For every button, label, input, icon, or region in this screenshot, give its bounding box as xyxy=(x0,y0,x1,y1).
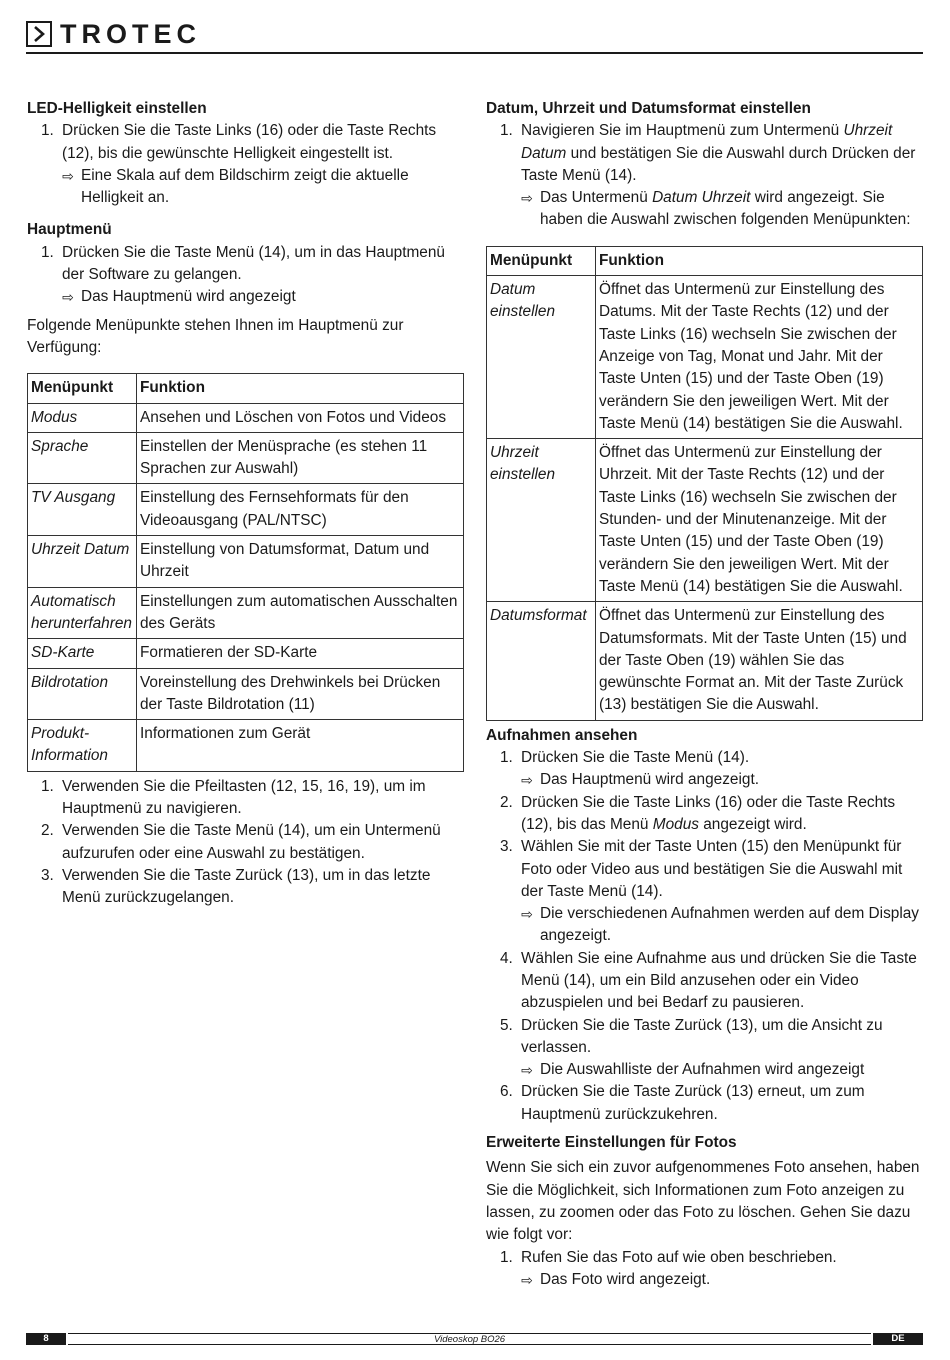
list-item: 2. Drücken Sie die Taste Links (16) oder die Taste Rechts (12), bis das Menü Modus angezeigt wird. xyxy=(500,793,896,833)
led-heading: LED-Helligkeit einstellen xyxy=(27,100,207,117)
trotec-logo xyxy=(26,20,201,48)
arrow-right-icon: ⇨ xyxy=(521,190,533,207)
table-row: Datum einstellen Öffnet das Untermenü zur Einstellung des Datums. Mit der Taste Rechts (12) und der Taste Links (16) wechseln Sie zwischen der Anzeige von Tag, Monat und Jahr. Mit der Taste Unten (15) und der Taste Oben (19) verändern Sie den jeweiligen Wert. Mit der Taste Menü (14) bestätigen Sie die Auswahl. xyxy=(487,276,923,439)
datum-heading: Datum, Uhrzeit und Datumsformat einstellen xyxy=(486,100,811,117)
header-rule xyxy=(26,52,923,54)
arrow-right-icon: ⇨ xyxy=(62,289,74,306)
table-row: Datumsformat Öffnet das Untermenü zur Einstellung des Datumsformats. Mit der Taste Unten (15) und der Taste Oben (19) wählen Sie das gewünschte Format an. Mit der Taste Zurück (13) bestätigen Sie die Auswahl. xyxy=(487,602,923,720)
list-item: 5. Drücken Sie die Taste Zurück (13), um die Ansicht zu verlassen. xyxy=(500,1016,883,1056)
table-row: Automatisch herunterfahren Einstellungen zum automatischen Ausschalten des Geräts xyxy=(28,587,464,639)
result-item: ⇨ Das Foto wird angezeigt. xyxy=(486,1269,923,1291)
table-row: TV Ausgang Einstellung des Fernsehformats für den Videoausgang (PAL/NTSC) xyxy=(28,484,464,536)
list-item: 1. Drücken Sie die Taste Menü (14). xyxy=(500,749,750,767)
table-row: Bildrotation Voreinstellung des Drehwinkels bei Drücken der Taste Bildrotation (11) xyxy=(28,668,464,720)
page-number: 8 xyxy=(26,1333,66,1345)
arrow-right-icon: ⇨ xyxy=(521,906,533,923)
list-item: 1. Verwenden Sie die Pfeiltasten (12, 15, 16, 19), um im Hauptmenü zu navigieren. xyxy=(41,777,426,818)
table-row: Modus Ansehen und Löschen von Fotos und Videos xyxy=(28,403,464,432)
arrow-right-icon: ⇨ xyxy=(62,167,74,184)
table-header-row: Menüpunkt Funktion xyxy=(28,374,464,403)
list-item: 3. Wählen Sie mit der Taste Unten (15) den Menüpunkt für Foto oder Video aus und bestätigen Sie die Auswahl mit der Taste Menü (14). xyxy=(500,838,903,900)
table-row: Sprache Einstellen der Menüsprache (es stehen 11 Sprachen zur Auswahl) xyxy=(28,432,464,484)
list-item: 1. Drücken Sie die Taste Links (16) oder die Taste Rechts (12), bis die gewünschte Helligkeit eingestellt ist. xyxy=(41,122,437,162)
language-badge: DE xyxy=(873,1333,923,1345)
brand-name: TROTEC xyxy=(60,19,201,49)
chevron-right-icon xyxy=(26,21,52,47)
table-row: SD-Karte Formatieren der SD-Karte xyxy=(28,639,464,668)
result-item: ⇨ Die verschiedenen Aufnahmen werden auf dem Display angezeigt. xyxy=(486,903,923,948)
list-item: 1. Drücken Sie die Taste Menü (14), um in das Hauptmenü der Software zu gelangen. xyxy=(41,243,445,284)
table-row: Produkt-Information Informationen zum Gerät xyxy=(28,720,464,772)
list-item: 4. Wählen Sie eine Aufnahme aus und drücken Sie die Taste Menü (14), um ein Bild anzusehen oder ein Video abzuspielen und bei Bedarf zu pausieren. xyxy=(500,949,917,1012)
footer-title: Videoskop BO26 xyxy=(68,1333,871,1345)
table-header-row: Menüpunkt Funktion xyxy=(487,246,923,275)
list-item: 1. Rufen Sie das Foto auf wie oben beschrieben. xyxy=(500,1248,837,1266)
list-item: 6. Drücken Sie die Taste Zurück (13) erneut, um zum Hauptmenü zurückzukehren. xyxy=(500,1083,865,1123)
page-footer xyxy=(26,1333,923,1345)
aufnahmen-heading: Aufnahmen ansehen xyxy=(486,726,638,744)
result-item: ⇨ Das Untermenü Datum Uhrzeit wird angezeigt. Sie haben die Auswahl zwischen folgenden Menüpunkten: xyxy=(486,187,923,232)
date-time-table xyxy=(486,246,923,721)
left-column xyxy=(27,98,464,910)
list-item: 3. Verwenden Sie die Taste Zurück (13), um in das letzte Menü zurückzugelangen. xyxy=(41,866,431,907)
hauptmenu-heading: Hauptmenü xyxy=(27,221,112,239)
arrow-right-icon: ⇨ xyxy=(521,1271,533,1288)
hauptmenu-intro: Folgende Menüpunkte stehen Ihnen im Hauptmenü zur Verfügung: xyxy=(27,316,404,356)
result-item: ⇨ Die Auswahlliste der Aufnahmen wird angezeigt xyxy=(486,1059,923,1081)
arrow-right-icon: ⇨ xyxy=(521,772,533,789)
table-row: Uhrzeit einstellen Öffnet das Untermenü zur Einstellung der Uhrzeit. Mit der Taste Rechts (12) und der Taste Links (16) wechseln Sie zwischen der Stunden- und der Minutenanzeige. Mit der Taste Unten (15) und der Taste Oben (19) verändern Sie den jeweiligen Wert. Mit der Taste Menü (14) bestätigen Sie die Auswahl. xyxy=(487,439,923,602)
result-item: ⇨ Das Hauptmenü wird angezeigt. xyxy=(486,769,923,791)
erweitert-heading: Erweiterte Einstellungen für Fotos xyxy=(486,1134,737,1152)
result-item: ⇨ Eine Skala auf dem Bildschirm zeigt die aktuelle Helligkeit an. xyxy=(27,165,464,210)
table-row: Uhrzeit Datum Einstellung von Datumsformat, Datum und Uhrzeit xyxy=(28,536,464,588)
right-column xyxy=(486,98,923,1291)
erweitert-paragraph: Wenn Sie sich ein zuvor aufgenommenes Foto ansehen, haben Sie die Möglichkeit, sich Informationen zum Foto anzeigen zu lassen, zu zoomen oder das Foto zu löschen. Gehen Sie dazu wie folgt vor: xyxy=(486,1159,920,1244)
arrow-right-icon: ⇨ xyxy=(521,1062,533,1079)
list-item: 1. Navigieren Sie im Hauptmenü zum Untermenü Uhrzeit Datum und bestätigen Sie die Auswahl durch Drücken der Taste Menü (14). xyxy=(500,122,916,184)
result-item: ⇨ Das Hauptmenü wird angezeigt xyxy=(27,286,464,308)
list-item: 2. Verwenden Sie die Taste Menü (14), um ein Untermenü aufzurufen oder eine Auswahl zu bestätigen. xyxy=(41,822,441,862)
main-menu-table xyxy=(27,373,464,771)
